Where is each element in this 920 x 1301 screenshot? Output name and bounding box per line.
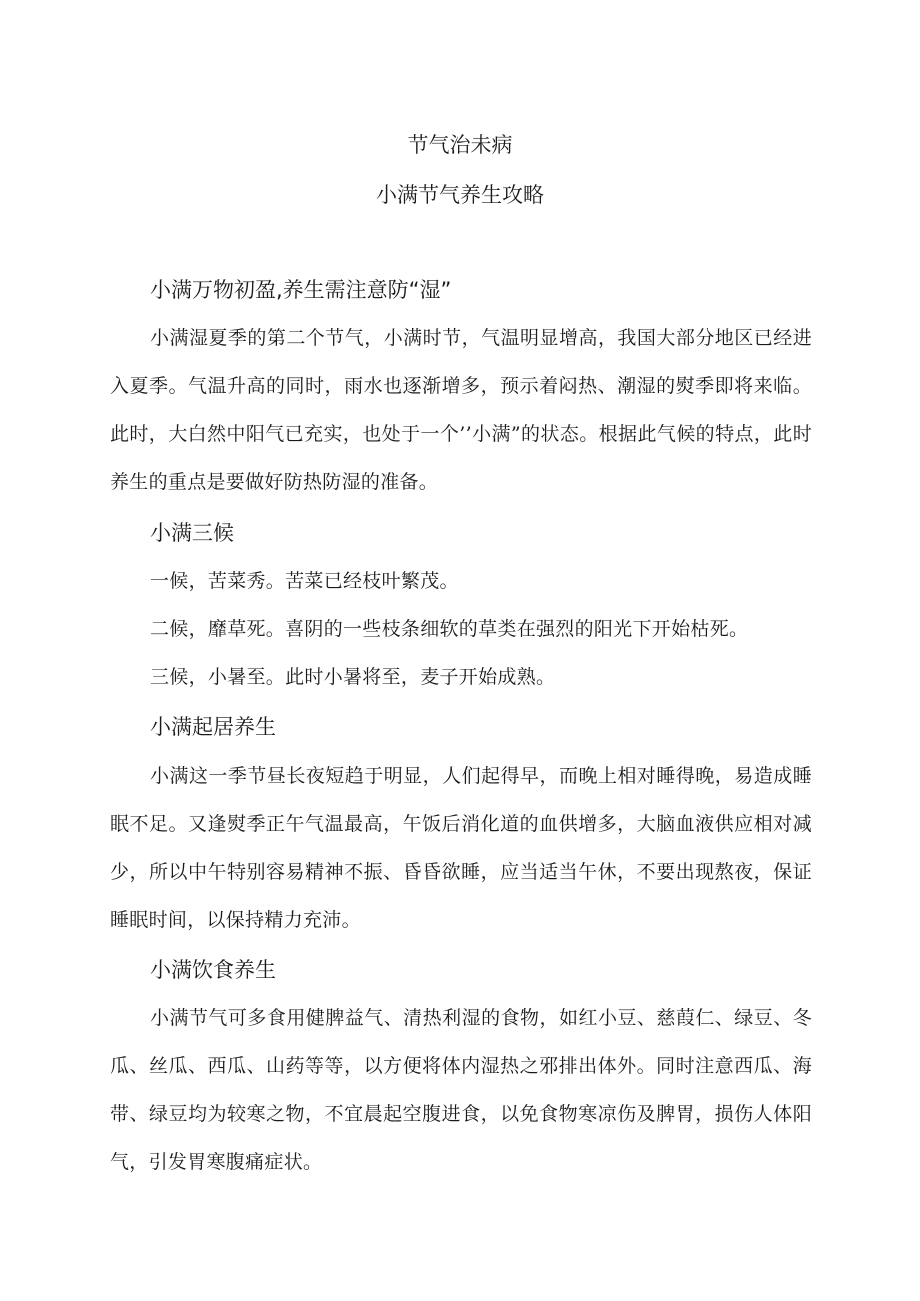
document-title: 节气治未病 (407, 133, 513, 157)
phase-line-1: 一候，苦菜秀。苦菜已经枝叶繁茂。 (150, 570, 459, 592)
document-subtitle: 小满节气养生攻略 (376, 183, 544, 207)
section-paragraph-diet: 小满节气可多食用健脾益气、清热利湿的食物，如红小豆、慈葭仁、绿豆、冬瓜、丝瓜、西瓜、山药等等，以方便将体内湿热之邪排出体外。同时注意西瓜、海带、绿豆均为较寒之物，不宜晨起空腹进食，以免食物寒凉伤及脾胃，损伤人体阳气，引发胃寒腹痛症状。 (110, 1007, 812, 1173)
phase-line-2: 二候，靡草死。喜阴的一些枝条细软的草类在强烈的阳光下开始枯死。 (150, 618, 749, 640)
section-paragraph-prevent-dampness: 小满湿夏季的第二个节气，小满时节，气温明显增高，我国大部分地区已经进入夏季。气温升高的同时，雨水也逐渐增多，预示着闷热、潮湿的熨季即将来临。此时，大白然中阳气已充实，也处于一个’’小满”的状态。根据此气候的特点，此时养生的重点是要做好防热防湿的准备。 (110, 327, 812, 493)
section-heading-daily-living: 小满起居养生 (150, 715, 276, 739)
section-heading-prevent-dampness: 小满万物初盈,养生需注意防“湿” (150, 278, 452, 302)
section-heading-diet: 小满饮食养生 (150, 958, 276, 982)
section-paragraph-daily-living: 小满这一季节昼长夜短趋于明显，人们起得早，而晚上相对睡得晚，易造成睡眠不足。又逢熨季正午气温最高，午饭后消化道的血供增多，大脑血液供应相对减少，所以中午特别容易精神不振、昏昏欲睡，应当适当午休，不要出现熬夜，保证睡眠时间，以保持精力充沛。 (110, 765, 812, 931)
phase-line-3: 三候，小暑至。此时小暑将至，麦子开始成熟。 (150, 666, 556, 688)
section-heading-three-phases: 小满三候 (150, 521, 234, 545)
